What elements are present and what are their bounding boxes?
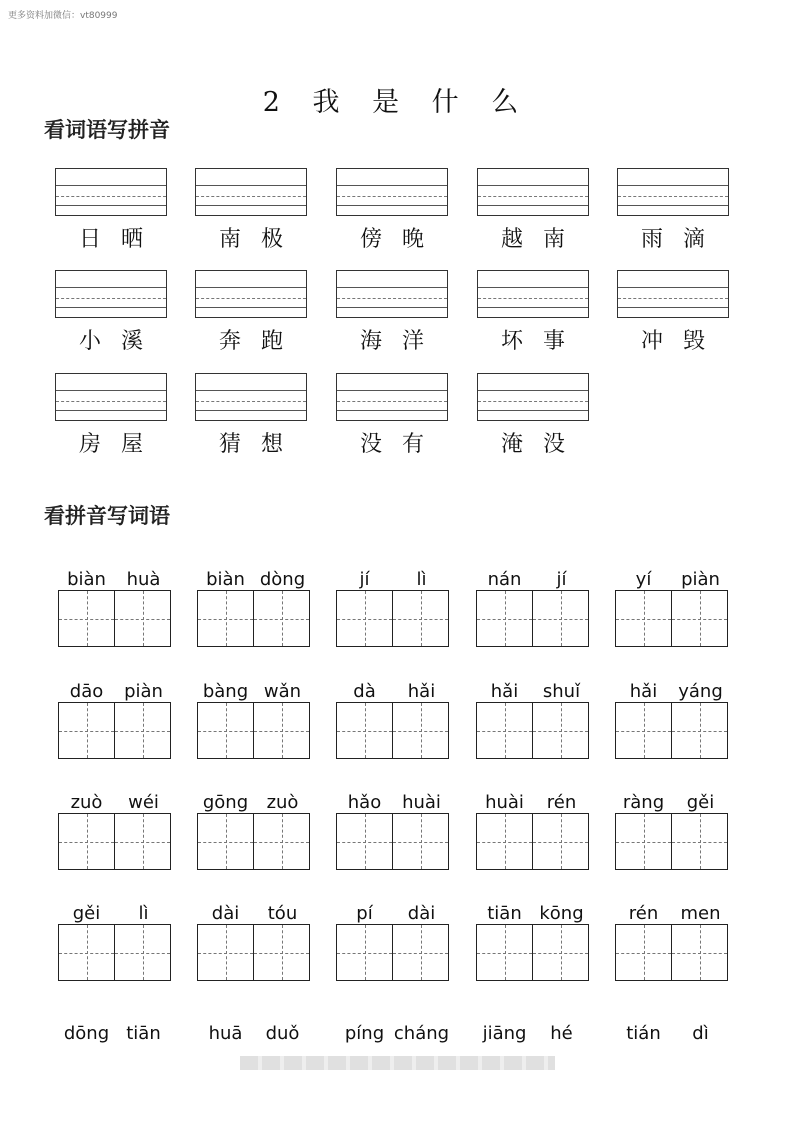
- pinyin-prompt: [476, 676, 591, 702]
- pinyin-syllable: dōng: [63, 1023, 110, 1044]
- guide-line: [196, 205, 306, 206]
- word-writing-cell: [615, 676, 730, 759]
- pinyin-syllable: hǎi: [629, 681, 658, 702]
- pinyin-syllable: biàn: [67, 569, 106, 590]
- pinyin-syllable: duǒ: [265, 1023, 300, 1044]
- pinyin-syllable: píng: [344, 1023, 385, 1044]
- tian-grid-pair: [58, 590, 173, 647]
- pinyin-answer-box[interactable]: [477, 373, 589, 421]
- tian-grid-pair: [476, 924, 591, 981]
- tian-grid-box[interactable]: [336, 702, 393, 759]
- pinyin-syllable: tián: [626, 1023, 661, 1044]
- pinyin-answer-box[interactable]: [336, 270, 448, 318]
- grid-guide-horizontal: [198, 842, 253, 843]
- pinyin-prompt: [336, 787, 451, 813]
- grid-guide-horizontal: [254, 619, 309, 620]
- grid-guide-horizontal: [616, 953, 671, 954]
- tian-grid-pair: [58, 813, 173, 870]
- pinyin-writing-cell: [55, 373, 167, 458]
- tian-grid-box[interactable]: [253, 813, 310, 870]
- guide-line: [337, 401, 447, 402]
- word-writing-cell: [476, 564, 591, 647]
- tian-grid-pair: [336, 590, 451, 647]
- word-writing-cell: [615, 564, 730, 647]
- guide-line: [56, 185, 166, 186]
- tian-grid-box[interactable]: [58, 924, 115, 981]
- pinyin-syllable: jí: [359, 569, 370, 590]
- pinyin-syllable: yí: [635, 569, 652, 590]
- guide-line: [478, 390, 588, 391]
- grid-guide-horizontal: [533, 619, 588, 620]
- tian-grid-box[interactable]: [336, 813, 393, 870]
- pinyin-prompt: [197, 564, 312, 590]
- pinyin-syllable: biàn: [206, 569, 245, 590]
- guide-line: [478, 185, 588, 186]
- grid-guide-horizontal: [254, 731, 309, 732]
- tian-grid-box[interactable]: [197, 590, 254, 647]
- guide-line: [56, 410, 166, 411]
- tian-grid-pair: [336, 813, 451, 870]
- pinyin-writing-cell: [195, 270, 307, 355]
- tian-grid-pair: [336, 924, 451, 981]
- pinyin-writing-cell: [477, 168, 589, 253]
- pinyin-prompt: [58, 898, 173, 924]
- pinyin-syllable: shuǐ: [542, 681, 581, 702]
- pinyin-syllable: men: [680, 903, 721, 924]
- word-writing-cell: [336, 676, 451, 759]
- tian-grid-box[interactable]: [114, 590, 171, 647]
- guide-line: [56, 298, 166, 299]
- pinyin-syllable: piàn: [124, 681, 163, 702]
- guide-line: [478, 410, 588, 411]
- tian-grid-box[interactable]: [197, 813, 254, 870]
- guide-line: [478, 307, 588, 308]
- pinyin-prompt: [615, 787, 730, 813]
- tian-grid-box[interactable]: [615, 924, 672, 981]
- tian-grid-box[interactable]: [476, 590, 533, 647]
- guide-line: [196, 287, 306, 288]
- grid-guide-horizontal: [477, 619, 532, 620]
- guide-line: [618, 185, 728, 186]
- grid-guide-horizontal: [672, 842, 727, 843]
- pinyin-syllable: jiāng: [482, 1023, 527, 1044]
- word-writing-cell: [58, 898, 173, 981]
- hanzi-word: 傍晚: [359, 227, 444, 252]
- pinyin-answer-box[interactable]: [336, 373, 448, 421]
- pinyin-answer-box[interactable]: [195, 373, 307, 421]
- pinyin-writing-cell: [477, 270, 589, 355]
- pinyin-prompt: [476, 898, 591, 924]
- grid-guide-horizontal: [393, 953, 448, 954]
- hanzi-word: 南极: [218, 227, 303, 252]
- tian-grid-box[interactable]: [476, 813, 533, 870]
- tian-grid-box[interactable]: [114, 813, 171, 870]
- word-writing-cell: [58, 564, 173, 647]
- hanzi-word: 猜想: [218, 432, 303, 457]
- guide-line: [337, 287, 447, 288]
- pinyin-prompt: [197, 1010, 312, 1044]
- pinyin-syllable: huài: [485, 792, 524, 813]
- guide-line: [478, 298, 588, 299]
- guide-line: [196, 185, 306, 186]
- grid-guide-horizontal: [337, 842, 392, 843]
- word-writing-cell: [336, 787, 451, 870]
- tian-grid-box[interactable]: [392, 813, 449, 870]
- pinyin-syllable: lì: [416, 569, 427, 590]
- pinyin-syllable: dà: [353, 681, 376, 702]
- pinyin-prompt: [58, 564, 173, 590]
- pinyin-syllable: gōng: [202, 792, 249, 813]
- pinyin-writing-cell: [336, 168, 448, 253]
- grid-guide-horizontal: [616, 731, 671, 732]
- hanzi-word: 坏事: [500, 329, 585, 354]
- pinyin-syllable: ràng: [622, 792, 665, 813]
- pinyin-syllable: zuò: [266, 792, 299, 813]
- pinyin-prompt: [336, 564, 451, 590]
- tian-grid-pair: [197, 924, 312, 981]
- pinyin-answer-box[interactable]: [195, 270, 307, 318]
- pinyin-syllable: hé: [550, 1023, 573, 1044]
- grid-guide-horizontal: [477, 953, 532, 954]
- grid-guide-horizontal: [115, 842, 170, 843]
- grid-guide-horizontal: [59, 619, 114, 620]
- grid-guide-horizontal: [254, 842, 309, 843]
- pinyin-prompt: [615, 1010, 730, 1044]
- pinyin-prompt: [58, 676, 173, 702]
- tian-grid-box[interactable]: [671, 813, 728, 870]
- pinyin-writing-cell: [55, 270, 167, 355]
- tian-grid-box[interactable]: [253, 590, 310, 647]
- pinyin-syllable: rén: [546, 792, 577, 813]
- pinyin-prompt: [197, 787, 312, 813]
- pinyin-prompt: [336, 898, 451, 924]
- tian-grid-box[interactable]: [58, 813, 115, 870]
- grid-guide-horizontal: [393, 842, 448, 843]
- tian-grid-box[interactable]: [532, 590, 589, 647]
- pinyin-answer-box[interactable]: [477, 168, 589, 216]
- tian-grid-pair: [197, 702, 312, 759]
- tian-grid-box[interactable]: [671, 702, 728, 759]
- pinyin-syllable: huā: [208, 1023, 243, 1044]
- tian-grid-pair: [58, 924, 173, 981]
- tian-grid-box[interactable]: [476, 924, 533, 981]
- guide-line: [618, 196, 728, 197]
- guide-line: [337, 298, 447, 299]
- tian-grid-box[interactable]: [532, 924, 589, 981]
- pinyin-answer-box[interactable]: [617, 168, 729, 216]
- guide-line: [337, 185, 447, 186]
- tian-grid-pair: [615, 813, 730, 870]
- tian-grid-box[interactable]: [336, 924, 393, 981]
- pinyin-syllable: wǎn: [263, 681, 302, 702]
- word-writing-cell: [615, 898, 730, 981]
- cutoff-pinyin-row: [0, 1010, 793, 1044]
- hanzi-word: 冲毁: [640, 329, 725, 354]
- pinyin-syllable: kōng: [539, 903, 584, 924]
- section-heading-write-words: 看拼音写词语: [44, 504, 170, 528]
- grid-guide-horizontal: [672, 731, 727, 732]
- word-writing-cell: [336, 564, 451, 647]
- grid-guide-horizontal: [533, 953, 588, 954]
- pinyin-answer-box[interactable]: [55, 168, 167, 216]
- guide-line: [618, 298, 728, 299]
- grid-guide-horizontal: [337, 619, 392, 620]
- pinyin-writing-cell: [55, 168, 167, 253]
- pinyin-writing-cell: [195, 168, 307, 253]
- hanzi-word: 淹没: [500, 432, 585, 457]
- pinyin-prompt: [58, 1010, 173, 1044]
- pinyin-answer-box[interactable]: [195, 168, 307, 216]
- pinyin-syllable: lì: [138, 903, 149, 924]
- tian-grid-pair: [58, 702, 173, 759]
- tian-grid-box[interactable]: [392, 590, 449, 647]
- word-writing-cell: [615, 787, 730, 870]
- tian-grid-box[interactable]: [197, 702, 254, 759]
- guide-line: [478, 205, 588, 206]
- tian-grid-box[interactable]: [476, 702, 533, 759]
- pinyin-prompt: [615, 898, 730, 924]
- hanzi-word: 日晒: [78, 227, 163, 252]
- pinyin-syllable: rén: [628, 903, 659, 924]
- section-heading-write-pinyin: 看词语写拼音: [44, 118, 170, 142]
- tian-grid-box[interactable]: [615, 702, 672, 759]
- pinyin-syllable: dāo: [69, 681, 104, 702]
- guide-line: [196, 196, 306, 197]
- blurred-footer-bar: [240, 1056, 555, 1070]
- guide-line: [56, 205, 166, 206]
- tian-grid-box[interactable]: [253, 702, 310, 759]
- grid-guide-horizontal: [672, 619, 727, 620]
- guide-line: [478, 401, 588, 402]
- tian-grid-pair: [336, 702, 451, 759]
- grid-guide-horizontal: [616, 842, 671, 843]
- guide-line: [337, 410, 447, 411]
- tian-grid-pair: [197, 813, 312, 870]
- tian-grid-pair: [615, 924, 730, 981]
- guide-line: [337, 205, 447, 206]
- tian-grid-box[interactable]: [253, 924, 310, 981]
- pinyin-prompt: [476, 787, 591, 813]
- pinyin-syllable: gěi: [686, 792, 715, 813]
- grid-guide-horizontal: [198, 619, 253, 620]
- pinyin-prompt: [615, 676, 730, 702]
- pinyin-answer-box[interactable]: [336, 168, 448, 216]
- word-writing-cell: [58, 787, 173, 870]
- pinyin-writing-cell: [336, 270, 448, 355]
- guide-line: [337, 307, 447, 308]
- tian-grid-box[interactable]: [114, 702, 171, 759]
- pinyin-syllable: tóu: [267, 903, 298, 924]
- grid-guide-horizontal: [254, 953, 309, 954]
- tian-grid-box[interactable]: [615, 813, 672, 870]
- guide-line: [56, 401, 166, 402]
- guide-line: [56, 196, 166, 197]
- pinyin-answer-box[interactable]: [617, 270, 729, 318]
- pinyin-writing-cell: [617, 168, 729, 253]
- tian-grid-box[interactable]: [336, 590, 393, 647]
- pinyin-syllable: tiān: [126, 1023, 161, 1044]
- pinyin-prompt: [476, 564, 591, 590]
- pinyin-prompt: [476, 1010, 591, 1044]
- pinyin-writing-cell: [195, 373, 307, 458]
- tian-grid-box[interactable]: [114, 924, 171, 981]
- tian-grid-box[interactable]: [671, 590, 728, 647]
- pinyin-answer-box[interactable]: [477, 270, 589, 318]
- pinyin-prompt: [615, 564, 730, 590]
- tian-grid-box[interactable]: [197, 924, 254, 981]
- guide-line: [618, 307, 728, 308]
- guide-line: [478, 196, 588, 197]
- guide-line: [618, 287, 728, 288]
- guide-line: [196, 390, 306, 391]
- pinyin-answer-box[interactable]: [55, 373, 167, 421]
- pinyin-prompt: [58, 787, 173, 813]
- pinyin-prompt: [336, 676, 451, 702]
- tian-grid-box[interactable]: [615, 590, 672, 647]
- guide-line: [56, 287, 166, 288]
- word-writing-cell: [197, 564, 312, 647]
- hanzi-word: 小溪: [78, 329, 163, 354]
- word-writing-cell: [197, 898, 312, 981]
- hanzi-word: 房屋: [78, 432, 163, 457]
- pinyin-syllable: hǎi: [407, 681, 436, 702]
- hanzi-word: 奔跑: [218, 329, 303, 354]
- watermark-text: 更多资料加微信：vt80999: [8, 11, 118, 21]
- tian-grid-box[interactable]: [392, 924, 449, 981]
- tian-grid-pair: [476, 702, 591, 759]
- grid-guide-horizontal: [198, 953, 253, 954]
- pinyin-syllable: huà: [126, 569, 161, 590]
- tian-grid-pair: [615, 590, 730, 647]
- word-writing-cell: [336, 898, 451, 981]
- pinyin-syllable: bàng: [202, 681, 249, 702]
- word-writing-cell: [197, 787, 312, 870]
- grid-guide-horizontal: [115, 731, 170, 732]
- grid-guide-horizontal: [672, 953, 727, 954]
- pinyin-writing-cell: [477, 373, 589, 458]
- pinyin-syllable: cháng: [393, 1023, 450, 1044]
- pinyin-syllable: dì: [692, 1023, 709, 1044]
- pinyin-answer-box[interactable]: [55, 270, 167, 318]
- pinyin-syllable: dài: [407, 903, 436, 924]
- pinyin-syllable: dài: [211, 903, 240, 924]
- tian-grid-box[interactable]: [58, 590, 115, 647]
- guide-line: [196, 401, 306, 402]
- pinyin-prompt: [197, 898, 312, 924]
- grid-guide-horizontal: [393, 619, 448, 620]
- tian-grid-pair: [197, 590, 312, 647]
- grid-guide-horizontal: [616, 619, 671, 620]
- pinyin-prompt: [197, 676, 312, 702]
- tian-grid-box[interactable]: [58, 702, 115, 759]
- grid-guide-horizontal: [59, 731, 114, 732]
- guide-line: [478, 287, 588, 288]
- pinyin-syllable: hǎo: [347, 792, 382, 813]
- pinyin-syllable: jí: [556, 569, 567, 590]
- tian-grid-box[interactable]: [532, 813, 589, 870]
- pinyin-prompt: [336, 1010, 451, 1044]
- hanzi-word: 雨滴: [640, 227, 725, 252]
- pinyin-syllable: wéi: [128, 792, 159, 813]
- word-writing-cell: [58, 676, 173, 759]
- grid-guide-horizontal: [115, 953, 170, 954]
- tian-grid-box[interactable]: [392, 702, 449, 759]
- word-writing-cell: [476, 676, 591, 759]
- pinyin-syllable: nán: [487, 569, 522, 590]
- tian-grid-pair: [476, 813, 591, 870]
- tian-grid-pair: [476, 590, 591, 647]
- grid-guide-horizontal: [115, 619, 170, 620]
- grid-guide-horizontal: [477, 731, 532, 732]
- pinyin-writing-cell: [617, 270, 729, 355]
- grid-guide-horizontal: [59, 953, 114, 954]
- hanzi-word: 没有: [359, 432, 444, 457]
- page-title: 2 我 是 什 么: [262, 87, 531, 118]
- word-writing-cell: [197, 676, 312, 759]
- pinyin-writing-cell: [336, 373, 448, 458]
- hanzi-word: 越南: [500, 227, 585, 252]
- guide-line: [196, 410, 306, 411]
- grid-guide-horizontal: [59, 842, 114, 843]
- guide-line: [56, 390, 166, 391]
- guide-line: [56, 307, 166, 308]
- grid-guide-horizontal: [477, 842, 532, 843]
- guide-line: [337, 390, 447, 391]
- guide-line: [196, 298, 306, 299]
- pinyin-syllable: piàn: [681, 569, 720, 590]
- guide-line: [337, 196, 447, 197]
- grid-guide-horizontal: [533, 731, 588, 732]
- tian-grid-box[interactable]: [671, 924, 728, 981]
- grid-guide-horizontal: [337, 731, 392, 732]
- tian-grid-pair: [615, 702, 730, 759]
- grid-guide-horizontal: [198, 731, 253, 732]
- word-writing-cell: [476, 787, 591, 870]
- pinyin-syllable: pí: [356, 903, 373, 924]
- pinyin-syllable: dòng: [259, 569, 306, 590]
- pinyin-syllable: zuò: [70, 792, 103, 813]
- word-writing-cell: [476, 898, 591, 981]
- guide-line: [196, 307, 306, 308]
- pinyin-syllable: yáng: [678, 681, 723, 702]
- tian-grid-box[interactable]: [532, 702, 589, 759]
- pinyin-syllable: tiān: [487, 903, 522, 924]
- pinyin-syllable: huài: [402, 792, 441, 813]
- hanzi-word: 海洋: [359, 329, 444, 354]
- grid-guide-horizontal: [337, 953, 392, 954]
- pinyin-syllable: hǎi: [490, 681, 519, 702]
- grid-guide-horizontal: [393, 731, 448, 732]
- guide-line: [618, 205, 728, 206]
- grid-guide-horizontal: [533, 842, 588, 843]
- pinyin-syllable: gěi: [72, 903, 101, 924]
